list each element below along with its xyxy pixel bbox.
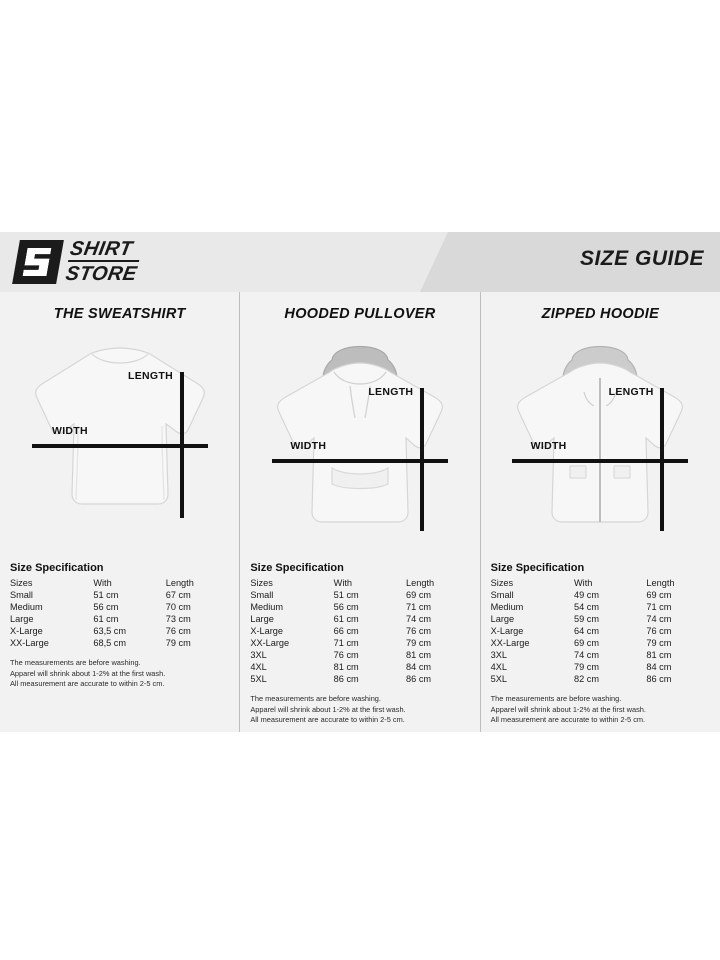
cell-length: 71 cm	[406, 602, 432, 612]
cell-size: Small	[490, 590, 514, 600]
cell-length: 74 cm	[406, 614, 432, 624]
size-table	[250, 577, 469, 685]
table-header-row	[10, 577, 229, 589]
table-row	[491, 673, 710, 685]
cell-width: 61 cm	[93, 614, 119, 624]
note-line-3: All measurement are accurate to within 2-5 cm.	[490, 715, 646, 725]
note-line-1: The measurements are before washing.	[250, 694, 381, 703]
column-sweatshirt	[0, 292, 239, 732]
cell-length: 74 cm	[646, 614, 672, 624]
col-header-width: With	[574, 578, 593, 588]
col-header-length: Length	[646, 578, 675, 588]
cell-length: 76 cm	[165, 626, 191, 636]
col-header-sizes: Sizes	[490, 578, 514, 588]
width-label: WIDTH	[530, 440, 567, 452]
table-row	[250, 625, 469, 637]
cell-length: 69 cm	[406, 590, 432, 600]
cell-length: 84 cm	[646, 662, 672, 672]
logo-line-2: STORE	[63, 263, 139, 285]
table-row	[250, 637, 469, 649]
length-label: LENGTH	[128, 370, 173, 382]
cell-width: 59 cm	[574, 614, 600, 624]
garment-columns	[0, 292, 720, 732]
measurement-notes	[250, 694, 469, 726]
table-row	[250, 649, 469, 661]
table-row	[10, 601, 229, 613]
col-header-width: With	[93, 578, 112, 588]
table-row	[250, 601, 469, 613]
cell-size: 3XL	[490, 650, 508, 660]
cell-size: 5XL	[250, 674, 267, 684]
cell-width: 61 cm	[333, 614, 359, 624]
cell-width: 71 cm	[333, 638, 359, 648]
cell-length: 70 cm	[165, 602, 191, 612]
cell-width: 51 cm	[93, 590, 119, 600]
column-title: ZIPPED HOODIE	[541, 306, 660, 322]
spec-title: Size Specification	[10, 562, 104, 574]
cell-length: 71 cm	[646, 602, 672, 612]
cell-width: 68,5 cm	[93, 638, 127, 648]
cell-size: Medium	[250, 602, 284, 612]
cell-width: 56 cm	[93, 602, 119, 612]
cell-width: 54 cm	[574, 602, 600, 612]
logo-line-1: SHIRT	[68, 239, 143, 262]
col-header-sizes: Sizes	[10, 578, 33, 588]
cell-size: Medium	[10, 602, 43, 612]
length-label: LENGTH	[368, 386, 414, 398]
size-table	[10, 577, 229, 649]
cell-width: 69 cm	[574, 638, 600, 648]
cell-size: Small	[10, 590, 33, 600]
cell-size: X-Large	[490, 626, 524, 636]
cell-length: 84 cm	[406, 662, 432, 672]
cell-size: Small	[250, 590, 274, 600]
cell-length: 81 cm	[406, 650, 432, 660]
cell-width: 64 cm	[574, 626, 600, 636]
guide-header	[0, 232, 720, 292]
cell-size: 3XL	[250, 650, 267, 660]
cell-size: Large	[250, 614, 274, 624]
width-label: WIDTH	[290, 440, 327, 452]
length-label: LENGTH	[608, 386, 654, 398]
cell-width: 81 cm	[333, 662, 359, 672]
cell-width: 86 cm	[333, 674, 359, 684]
note-line-1: The measurements are before washing.	[10, 658, 141, 667]
cell-size: 4XL	[490, 662, 508, 672]
cell-length: 67 cm	[165, 590, 191, 600]
sweatshirt-illustration	[10, 326, 229, 558]
hooded-pullover-illustration	[250, 326, 469, 558]
cell-size: 4XL	[250, 662, 267, 672]
cell-length: 69 cm	[646, 590, 672, 600]
cell-length: 81 cm	[646, 650, 672, 660]
cell-size: Medium	[490, 602, 524, 612]
cell-size: XX-Large	[490, 638, 530, 648]
cell-length: 73 cm	[165, 614, 191, 624]
cell-width: 63,5 cm	[93, 626, 127, 636]
col-header-width: With	[333, 578, 353, 588]
cell-width: 74 cm	[574, 650, 600, 660]
table-row	[250, 589, 469, 601]
col-header-length: Length	[165, 578, 194, 588]
cell-width: 49 cm	[574, 590, 600, 600]
cell-width: 79 cm	[574, 662, 600, 672]
logo-s-icon	[12, 240, 64, 284]
cell-size: X-Large	[250, 626, 284, 636]
column-title: THE SWEATSHIRT	[53, 306, 186, 322]
table-row	[491, 637, 710, 649]
table-row	[491, 601, 710, 613]
page-title: SIZE GUIDE	[579, 247, 704, 270]
cell-width: 66 cm	[333, 626, 359, 636]
spec-title: Size Specification	[490, 562, 585, 574]
cell-length: 86 cm	[406, 674, 432, 684]
brand-logo	[16, 239, 139, 284]
cell-length: 76 cm	[406, 626, 432, 636]
cell-length: 79 cm	[165, 638, 191, 648]
cell-length: 76 cm	[646, 626, 672, 636]
cell-width: 51 cm	[333, 590, 359, 600]
column-zipped-hoodie	[480, 292, 720, 732]
cell-size: XX-Large	[10, 638, 49, 648]
note-line-3: All measurement are accurate to within 2-5 cm.	[250, 715, 405, 725]
size-guide-sheet	[0, 232, 720, 732]
table-header-row	[491, 577, 710, 589]
width-label: WIDTH	[52, 425, 88, 437]
note-line-3: All measurement are accurate to within 2-5 cm.	[10, 679, 165, 689]
table-row	[10, 637, 229, 649]
table-row	[491, 649, 710, 661]
table-row	[250, 673, 469, 685]
column-hooded-pullover	[239, 292, 479, 732]
table-row	[250, 613, 469, 625]
table-row	[491, 589, 710, 601]
table-row	[491, 613, 710, 625]
table-row	[250, 661, 469, 673]
size-table	[491, 577, 710, 685]
table-row	[10, 613, 229, 625]
cell-length: 79 cm	[406, 638, 432, 648]
measurement-notes	[10, 658, 229, 690]
cell-size: X-Large	[10, 626, 43, 636]
cell-size: Large	[10, 614, 34, 624]
note-line-2: Apparel will shrink about 1-2% at the first wash.	[10, 668, 166, 678]
logo-wordmark	[64, 239, 143, 284]
cell-size: XX-Large	[250, 638, 290, 648]
col-header-sizes: Sizes	[250, 578, 273, 588]
cell-length: 79 cm	[646, 638, 672, 648]
table-row	[10, 589, 229, 601]
zipped-hoodie-illustration	[491, 326, 710, 558]
table-row	[10, 625, 229, 637]
note-line-2: Apparel will shrink about 1-2% at the first wash.	[490, 704, 646, 714]
table-header-row	[250, 577, 469, 589]
col-header-length: Length	[406, 578, 435, 588]
cell-size: Large	[490, 614, 515, 624]
cell-width: 76 cm	[333, 650, 359, 660]
cell-size: 5XL	[490, 674, 508, 684]
cell-width: 82 cm	[574, 674, 600, 684]
measurement-notes	[491, 694, 710, 726]
note-line-2: Apparel will shrink about 1-2% at the first wash.	[250, 704, 406, 714]
spec-title: Size Specification	[250, 562, 344, 574]
cell-length: 86 cm	[646, 674, 672, 684]
column-title: HOODED PULLOVER	[284, 306, 436, 322]
table-row	[491, 625, 710, 637]
table-row	[491, 661, 710, 673]
note-line-1: The measurements are before washing.	[490, 694, 622, 703]
cell-width: 56 cm	[333, 602, 359, 612]
